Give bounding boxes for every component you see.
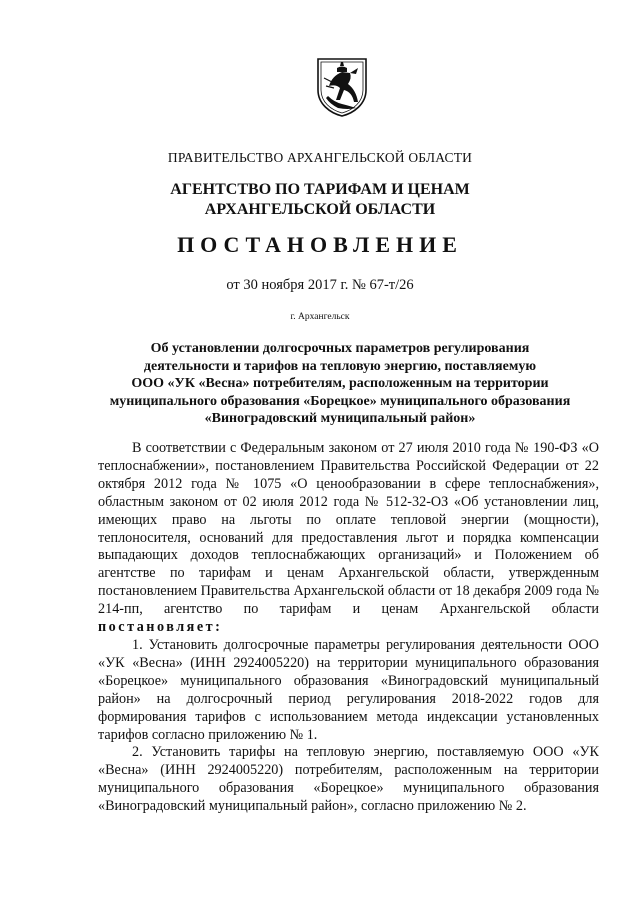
document-type: ПОСТАНОВЛЕНИЕ	[177, 232, 463, 257]
agency-name-line1: АГЕНТСТВО ПО ТАРИФАМ И ЦЕНАМ	[170, 181, 470, 198]
document-city: г. Архангельск	[290, 312, 350, 322]
agency-name	[0, 180, 640, 220]
item-2-paragraph: 2. Установить тарифы на тепловую энергию, поставляемую ООО «УК «Весна» (ИНН 2924005220) потребителям, расположенным на территории муниципального образования «Борецкое» муниципального образования «Виноградовский муниципальный район», согласно приложению № 2.	[98, 744, 599, 815]
subject-line: ООО «УК «Весна» потребителям, расположенным на территории	[131, 376, 549, 391]
document-subject	[70, 340, 610, 428]
preamble-text: В соответствии с Федеральным законом от 27 июля 2010 года № 190-ФЗ «О теплоснабжении», постановлением Правительства Российской Федерации от 22 октября 2012 года № 1075 «О ценообразовании в сфере теплоснабжения», областным законом от 02 июля 2012 года № 512-32-ОЗ «Об установлении лиц, имеющих право на льготы по оплате тепловой энергии (мощности), теплоносителя, оснований для предоставления льгот и порядка компенсации выпадающих доходов теплоснабжающих организаций» и Положением об агентстве по тарифам и ценам Архангельской области, утвержденным постановлением Правительства Архангельской области от 18 декабря 2009 года № 214-пп, агентство по тарифам и ценам Архангельской области	[98, 440, 599, 618]
item-1-paragraph: 1. Установить долгосрочные параметры регулирования деятельности ООО «УК «Весна» (ИНН 2924005220) на территории муниципального образования «Борецкое» муниципального образования «Виноградовский муниципальный район» на долгосрочный период регулирования 2018-2022 годов для формирования тарифов с использованием метода индексации установленных тарифов согласно приложению № 1.	[98, 636, 599, 743]
agency-name-line2: АРХАНГЕЛЬСКОЙ ОБЛАСТИ	[204, 201, 436, 218]
subject-line: деятельности и тарифов на тепловую энергию, поставляемую	[143, 358, 537, 374]
decree-word: постановляет	[98, 619, 216, 636]
subject-line: Об установлении долгосрочных параметров регулирования	[150, 341, 530, 356]
document-body	[98, 440, 599, 816]
subject-line: «Виноградовский муниципальный район»	[204, 411, 476, 426]
document-date-number: от 30 ноября 2017 г. № 67-т/26	[226, 277, 414, 293]
coat-of-arms-icon	[314, 56, 370, 118]
government-name: ПРАВИТЕЛЬСТВО АРХАНГЕЛЬСКОЙ ОБЛАСТИ	[167, 150, 473, 165]
decree-colon: :	[215, 619, 220, 636]
preamble-paragraph	[98, 440, 599, 637]
subject-line: муниципального образования «Борецкое» муниципального образования	[109, 393, 571, 409]
